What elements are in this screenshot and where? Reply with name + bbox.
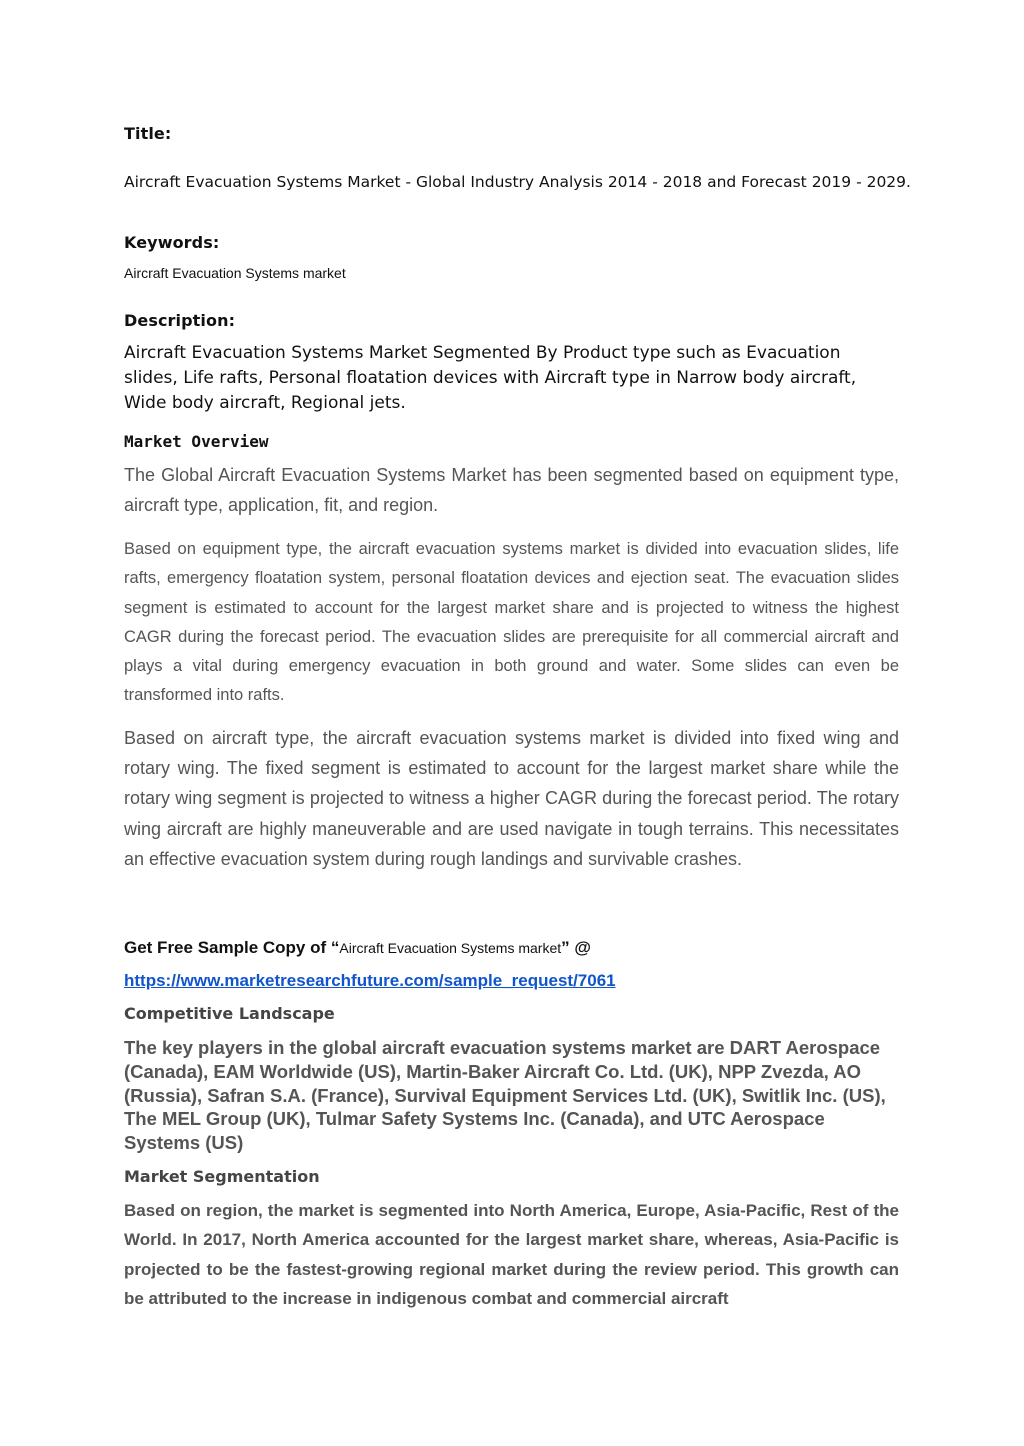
sample-prefix: Get Free Sample Copy of “ bbox=[124, 938, 340, 957]
keywords-label: Keywords: bbox=[124, 233, 220, 252]
description-text: Aircraft Evacuation Systems Market Segmented By Product type such as Evacuation slides, Life rafts, Personal floatation devices with Aircraft type in Narrow body aircraft, Wide body aircraft, Regional jets. bbox=[124, 343, 857, 413]
market-segmentation-text: Based on region, the market is segmented into North America, Europe, Asia-Pacific, Rest of the World. In 2017, North America accounted for the largest market share, whereas, Asia-Pacific is projected to be the fastest-growing regional market during the review period. This growth can be attributed to the increase in indigenous combat and commercial aircraft bbox=[124, 1201, 899, 1308]
market-overview-intro: The Global Aircraft Evacuation Systems Market has been segmented based on equipment type, aircraft type, application, fit, and region. bbox=[124, 465, 899, 515]
competitive-landscape-text: The key players in the global aircraft evacuation systems market are DART Aerospace (Canada), EAM Worldwide (US), Martin-Baker Aircraft Co. Ltd. (UK), NPP Zvezda, AO (Russia), Safran S.A. (France), Survival Equipment Services Ltd. (UK), Switlik Inc. (US), The MEL Group (UK), Tulmar Safety Systems Inc. (Canada), and UTC Aerospace Systems (US) bbox=[124, 1037, 886, 1154]
market-segmentation-heading: Market Segmentation bbox=[124, 1167, 320, 1186]
sample-keyword: Aircraft Evacuation Systems market bbox=[339, 940, 562, 956]
aircraft-type-paragraph: Based on aircraft type, the aircraft evacuation systems market is divided into fixed wing and rotary wing. The fixed segment is estimated to account for the largest market share while the rotary wing segment is projected to witness a higher CAGR during the forecast period. The rotary wing aircraft are highly maneuverable and are used navigate in tough terrains. This necessitates an effective evacuation system during rough landings and survivable crashes. bbox=[124, 728, 899, 869]
equipment-type-paragraph: Based on equipment type, the aircraft evacuation systems market is divided into evacuation slides, life rafts, emergency floatation system, personal floatation devices and ejection seat. The evacuation slides segment is estimated to account for the largest market share and is projected to witness the highest CAGR during the forecast period. The evacuation slides are prerequisite for all commercial aircraft and plays a vital during emergency evacuation in both ground and water. Some slides can even be transformed into rafts. bbox=[124, 540, 899, 705]
competitive-landscape-heading: Competitive Landscape bbox=[124, 1004, 335, 1023]
keywords-text: Aircraft Evacuation Systems market bbox=[124, 265, 346, 281]
market-overview-heading: Market Overview bbox=[124, 432, 269, 451]
sample-copy-line bbox=[124, 938, 591, 958]
sample-request-link[interactable]: https://www.marketresearchfuture.com/sample_request/7061 bbox=[124, 971, 616, 990]
title-label: Title: bbox=[124, 124, 172, 143]
report-title: Aircraft Evacuation Systems Market - Global Industry Analysis 2014 - 2018 and Forecast 2019 - 2029. bbox=[124, 173, 911, 191]
sample-suffix: ” @ bbox=[561, 938, 591, 957]
description-label: Description: bbox=[124, 311, 236, 330]
